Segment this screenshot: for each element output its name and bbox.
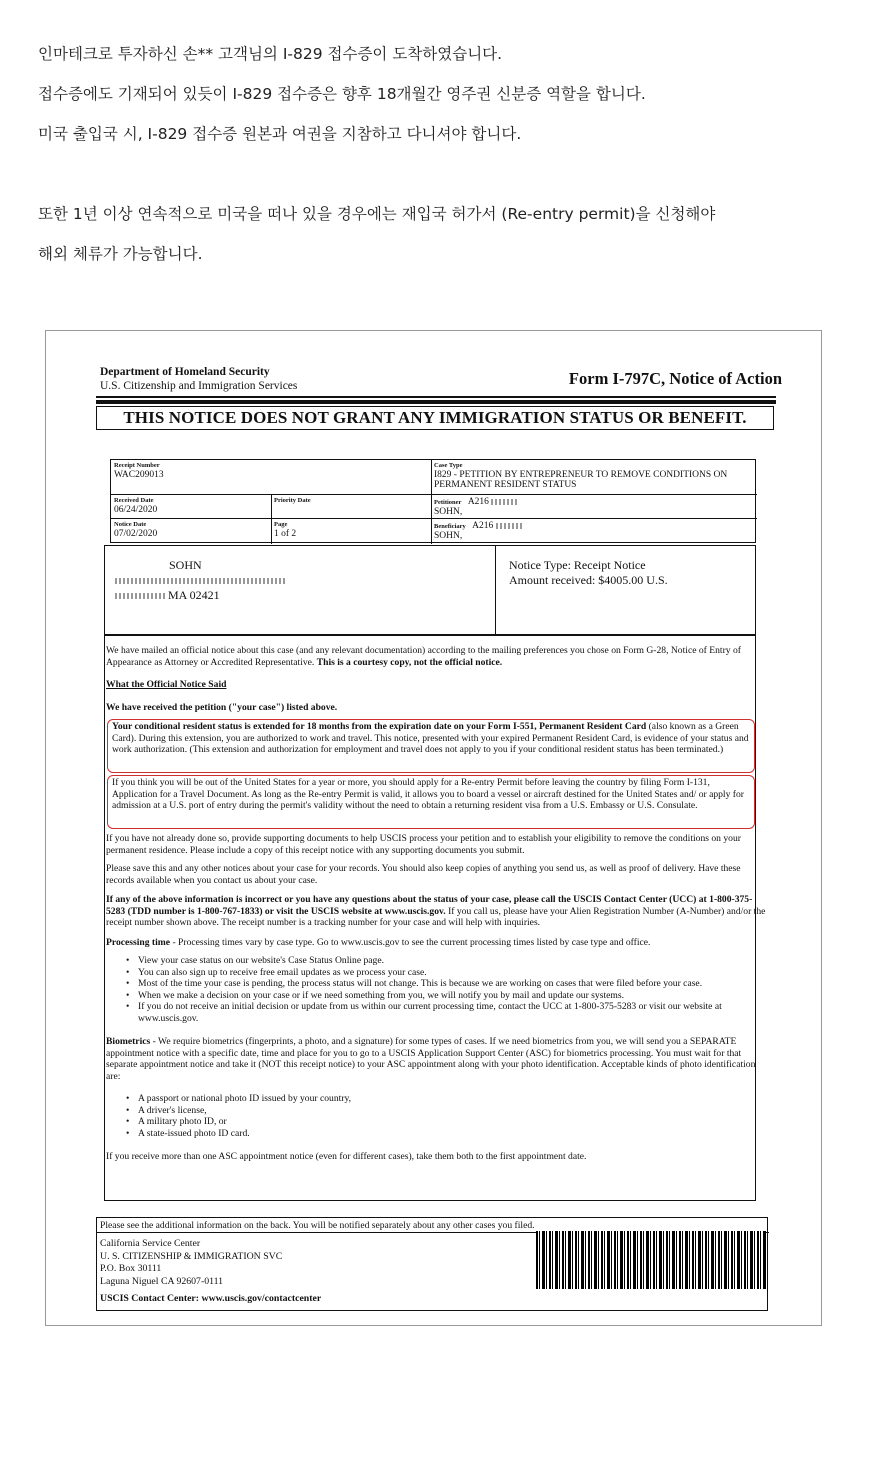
processing-time-bold: Processing time [106,937,171,948]
list-item: • A driver's license, [124,1105,754,1117]
processing-time-text: - Processing times vary by case type. Go to www.uscis.gov to see the current processing times listed by case type and office. [170,937,651,948]
list-item: • View your case status on our website's Case Status Online page. [124,955,754,967]
redaction-mark [115,593,165,599]
agency-header [100,365,297,393]
paragraph-supporting-docs: If you have not already done so, provide supporting documents to help USCIS process your petition and to establish your eligibility to remove the conditions on your permanent residence. Please include a copy of this receipt notice with any supporting documents you submit. [106,833,741,856]
paragraph-save-records: Please save this and any other notices about your case for your records. You should also keep copies of anything you send us, as well as proof of delivery. Have these records available when you contact us about your case. [106,863,741,886]
list-item: • If you do not receive an initial decision or update from us within our current processing time, contact the UCC at 1-800-375-5283 or visit our website at www.uscis.gov. [124,1001,754,1024]
list-item: • A state-issued photo ID card. [124,1128,754,1140]
beneficiary-field [434,521,754,541]
list-item: • You can also sign up to receive free email updates as we process your case. [124,967,754,979]
photo-id-bullets [124,1093,754,1139]
paragraph-mailed-text: We have mailed an official notice about this case (and any relevant documentation) according to the mailing preferences you chose on Form G-28, Notice of Entry of Appearance as Attorney or Accredited Representative. [106,645,741,668]
service-center-address [100,1238,400,1306]
paragraph-received-text: We have received the petition ("your case") listed above. [106,702,338,713]
case-type-field [434,462,754,490]
petitioner-label: Petitioner [434,499,462,506]
redaction-mark [115,578,285,584]
center-line: U. S. CITIZENSHIP & IMMIGRATION SVC [100,1250,283,1262]
paragraph-biometrics [106,1036,766,1082]
divider [271,494,272,544]
beneficiary-a-number: A216 [472,521,494,531]
page-field [274,521,424,539]
divider [111,518,757,519]
petitioner-field [434,497,754,517]
processing-bullets [124,955,754,1024]
case-fields-table [110,459,756,543]
paragraph-reentry [112,777,752,812]
paragraph-multiple-appointments: If you receive more than one ASC appointment notice (even for different cases), take them both to the first appointment date. [106,1151,587,1162]
paragraph-incorrect-info [106,894,766,929]
priority-date-label: Priority Date [274,497,311,504]
heading-official-notice [106,679,766,691]
agency-name: U.S. Citizenship and Immigration Services [100,380,298,392]
case-type-label: Case Type [434,462,463,469]
contact-center: USCIS Contact Center: www.uscis.gov/contactcenter [100,1293,322,1304]
barcode [536,1231,766,1289]
extension-text: (also known as a Green Card). During this extension, you are authorized to work and travel. This notice, presented with your expired Permanent Resident Card, is evidence of your status and work authorization. (This extension and authorization for employment and travel does not apply to you if your conditional resident status has been terminated.) [112,721,749,755]
paragraph-received [106,702,766,714]
center-line: Laguna Niguel CA 92607-0111 [100,1275,224,1287]
case-type: I829 - PETITION BY ENTREPRENEUR TO REMOVE CONDITIONS ON PERMANENT RESIDENT STATUS [434,470,728,490]
header-rule-thick [96,400,776,404]
address-street [115,573,469,588]
center-line: P.O. Box 30111 [100,1263,162,1274]
address-city [115,588,469,603]
dept-name: Department of Homeland Security [100,366,270,378]
notice-date-label: Notice Date [114,521,147,528]
incorrect-info-text: If you call us, please have your Alien Registration Number (A-Number) and/or the receipt number shown above. The receipt number is a tracking number for your case and will help with inquiries. [106,905,766,928]
paragraph-mailed [106,645,766,668]
heading-official-notice-text: What the Official Notice Said [106,679,227,690]
notice-date-field [114,521,264,539]
notice-type: Notice Type: Receipt Notice [509,558,646,572]
courtesy-copy-text: This is a courtesy copy, not the official notice. [316,656,503,668]
address-city-line: MA 02421 [168,588,220,602]
extension-bold-text: Your conditional resident status is extended for 18 months from the expiration date on your Form I-551, Permanent Resident Card [112,721,647,732]
page-number: 1 of 2 [274,529,297,539]
received-date-label: Received Date [114,497,154,504]
beneficiary-name: SOHN, [434,531,463,541]
form-title: Form I-797C, Notice of Action [568,369,782,388]
amount-received: Amount received: $4005.00 U.S. [509,573,668,587]
mailing-address [169,558,469,603]
divider [111,494,757,495]
page-label: Page [274,521,288,528]
address-box [104,545,756,635]
beneficiary-label: Beneficiary [434,523,466,530]
notice-type-block [509,558,749,588]
list-item: • A military photo ID, or [124,1116,754,1128]
biometrics-bold: Biometrics [106,1036,151,1047]
intro-line-4: 또한 1년 이상 연속적으로 미국을 떠나 있을 경우에는 재입국 허가서 (Re-entry permit)을 신청해야 [38,205,716,223]
intro-line-2: 접수증에도 기재되어 있듯이 I-829 접수증은 향후 18개월간 영주권 신분증 역할을 합니다. [38,85,646,103]
list-item: • When we make a decision on your case or if we need something from you, we will notify you by mail and update our systems. [124,990,754,1002]
paragraph-processing-time [106,937,766,949]
center-line: California Service Center [100,1238,201,1249]
intro-line-5: 해외 체류가 가능합니다. [38,245,203,263]
scanned-notice-image [45,330,822,1326]
receipt-number-label: Receipt Number [114,462,160,469]
priority-date-field [274,497,424,505]
incorrect-info-bold: If any of the above information is incorrect or you have any questions about the status of your case, please call the USCIS Contact Center (UCC) at 1-800-375-5283 (TDD number is 1-800-767-1833) or visit the USCIS website at www.uscis.gov. [106,894,753,917]
additional-info-note: Please see the additional information on the back. You will be notified separately about any other cases you filed. [100,1220,535,1231]
petitioner-a-number: A216 [467,497,489,507]
notice-date: 07/02/2020 [114,529,158,539]
reentry-text: If you think you will be out of the United States for a year or more, you should apply for a Re-entry Permit before leaving the country by filing Form I-131, Application for a Travel Document. As long as the Re-entry Permit is valid, it allows you to board a vessel or aircraft destined for the United States and/ or apply for admission at a U.S. port of entry during the permit's validity without the need to obtain a returning resident visa from a U.S. Embassy or U.S. Consulate. [112,777,744,811]
paragraph-extension [112,721,752,756]
divider [431,460,432,544]
list-item: • A passport or national photo ID issued by your country, [124,1093,754,1105]
intro-line-3: 미국 출입국 시, I-829 접수증 원본과 여권을 지참하고 다니셔야 합니다. [38,125,522,143]
list-item: • Most of the time your case is pending, the process status will not change. This is because we are working on cases that were filed before your case. [124,978,754,990]
intro-line-1: 인마테크로 투자하신 손** 고객님의 I-829 접수증이 도착하였습니다. [38,45,503,63]
received-date: 06/24/2020 [114,505,158,515]
status-banner: THIS NOTICE DOES NOT GRANT ANY IMMIGRATION STATUS OR BENEFIT. [96,406,774,430]
redaction-mark [491,499,519,505]
petitioner-name: SOHN, [434,507,463,517]
divider [495,546,496,636]
addressee-name: SOHN [169,558,202,572]
biometrics-text: - We require biometrics (fingerprints, a photo, and a signature) for some types of cases. If we need biometrics from you, we will send you a SEPARATE appointment notice with a specific date, time and place for you to go to a USCIS Application Support Center (ASC) for biometrics processing. You must wait for that separate appointment notice and take it (NOT this receipt notice) to your ASC appointment along with your photo identification. Acceptable kinds of photo identification are: [106,1036,756,1082]
received-date-field [114,497,264,515]
receipt-number-field [114,462,414,480]
receipt-number: WAC209013 [114,470,164,480]
redaction-mark [496,523,524,529]
header-rule [96,396,776,398]
